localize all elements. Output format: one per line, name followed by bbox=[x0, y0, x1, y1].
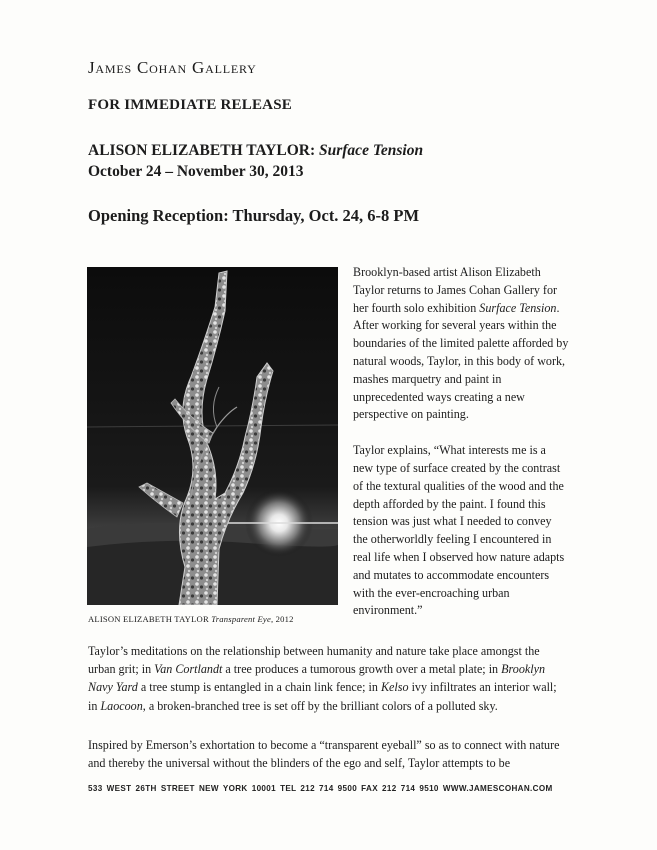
paragraph-intro-text-cont: . After working for several years within the boundaries of the limited palette afforded by natural woods, Taylor, in this body of work, mashes marquetry and paint in unprecedented ways creating a new perspective on painting. bbox=[353, 300, 569, 422]
exhibition-artist: ALISON ELIZABETH TAYLOR: bbox=[88, 142, 316, 159]
artwork-caption bbox=[88, 614, 294, 624]
work-brooklyn-navy-yard: Brooklyn Navy Yard bbox=[88, 662, 546, 695]
exhibition-title-inline: Surface Tension bbox=[479, 300, 557, 315]
gallery-name: James Cohan Gallery bbox=[88, 58, 257, 77]
paragraph-meditations bbox=[88, 642, 568, 715]
opening-reception: Opening Reception: Thursday, Oct. 24, 6-8 PM bbox=[88, 206, 420, 225]
paragraph-quote: Taylor explains, “What interests me is a new type of surface created by the contrast of the textural qualities of the wood and the depth afforded by the paint. I found this tension was just what I needed to convey the otherworldly feeling I encountered in real life when I observed how nature adapts and mutates to accommodate encounters with the ever-encroaching urban environment.” bbox=[353, 443, 565, 618]
paragraph-emerson: Inspired by Emerson’s exhortation to become a “transparent eyeball” so as to connect with nature and thereby the universal without the blinders of the ego and self, Taylor attempts to be bbox=[88, 738, 560, 771]
gallery-contact-footer: 533 WEST 26TH STREET NEW YORK 10001 TEL 212 714 9500 FAX 212 714 9510 WWW.JAMESCOHAN.COM bbox=[88, 784, 553, 793]
exhibition-dates: October 24 – November 30, 2013 bbox=[88, 163, 304, 180]
intro-column bbox=[353, 264, 569, 638]
work-van-cortlandt: Van Cortlandt bbox=[154, 662, 223, 677]
exhibition-subtitle: Surface Tension bbox=[319, 142, 424, 159]
paragraph-intro-text: Brooklyn-based artist Alison Elizabeth Taylor returns to James Cohan Gallery for her fourth solo exhibition bbox=[353, 265, 558, 315]
para3-text-i: , a broken-branched tree is set off by the brilliant colors of a polluted sky. bbox=[142, 698, 498, 713]
paragraph-intro bbox=[353, 264, 569, 424]
release-heading: FOR IMMEDIATE RELEASE bbox=[88, 97, 292, 113]
para3-text-e: a tree stump is entangled in a chain link fence; in bbox=[137, 680, 381, 695]
tree-artwork-image bbox=[87, 267, 338, 605]
caption-artist: ALISON ELIZABETH TAYLOR bbox=[88, 614, 209, 624]
para3-text-g: ivy infiltrates an interior wall; in bbox=[88, 680, 557, 713]
caption-work-title: Transparent Eye bbox=[211, 614, 271, 624]
para3-text-c: a tree produces a tumorous growth over a metal plate; in bbox=[222, 662, 502, 677]
caption-year: , 2012 bbox=[270, 614, 294, 624]
work-kelso: Kelso bbox=[380, 680, 409, 695]
para3-text-a: Taylor’s meditations on the relationship between humanity and nature take place amongst the urban grit; in bbox=[88, 644, 540, 677]
exhibition-title bbox=[88, 142, 423, 160]
work-laocoon: Laocoon bbox=[100, 698, 143, 713]
